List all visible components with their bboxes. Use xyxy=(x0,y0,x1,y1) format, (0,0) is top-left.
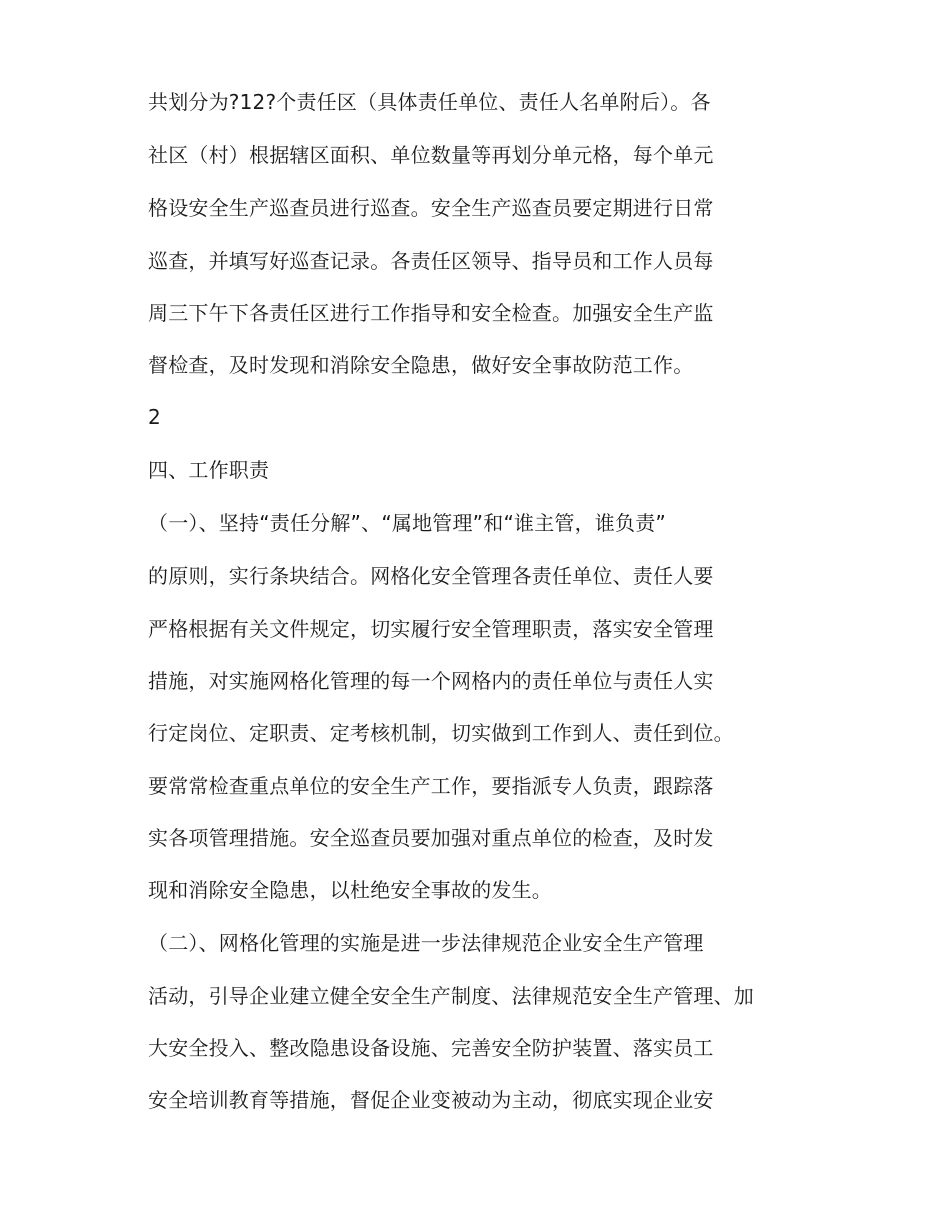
paragraph-line: 行定岗位、定职责、定考核机制，切实做到工作到人、责任到位。 xyxy=(148,721,734,745)
paragraph-line: （一）、坚持“责任分解”、“属地管理”和“谁主管，谁负责” xyxy=(148,511,666,535)
paragraph-line: 督检查，及时发现和消除安全隐患，做好安全事故防范工作。 xyxy=(148,353,694,377)
paragraph-line: 共划分为?12?个责任区（具体责任单位、责任人名单附后）。各 xyxy=(148,90,711,114)
paragraph-line: 严格根据有关文件规定，切实履行安全管理职责，落实安全管理 xyxy=(148,617,714,641)
paragraph-line: 的原则，实行条块结合。网格化安全管理各责任单位、责任人要 xyxy=(148,564,714,588)
paragraph-line: 格设安全生产巡查员进行巡查。安全生产巡查员要定期进行日常 xyxy=(148,196,714,220)
section-heading: 四、工作职责 xyxy=(148,458,270,482)
paragraph-line: 巡查，并填写好巡查记录。各责任区领导、指导员和工作人员每 xyxy=(148,249,714,273)
page-number: 2 xyxy=(148,405,161,429)
paragraph-line: 大安全投入、整改隐患设备设施、完善安全防护装置、落实员工 xyxy=(148,1036,714,1060)
paragraph-line: 安全培训教育等措施，督促企业变被动为主动，彻底实现企业安 xyxy=(148,1088,714,1112)
paragraph-line: 现和消除安全隐患，以杜绝安全事故的发生。 xyxy=(148,878,552,902)
paragraph-line: 实各项管理措施。安全巡查员要加强对重点单位的检查，及时发 xyxy=(148,826,714,850)
paragraph-line: 社区（村）根据辖区面积、单位数量等再划分单元格，每个单元 xyxy=(148,143,714,167)
paragraph-line: 周三下午下各责任区进行工作指导和安全检查。加强安全生产监 xyxy=(148,301,714,325)
paragraph-line: 措施，对实施网格化管理的每一个网格内的责任单位与责任人实 xyxy=(148,669,714,693)
paragraph-line: （二）、网格化管理的实施是进一步法律规范企业安全生产管理 xyxy=(148,931,704,955)
paragraph-line: 活动，引导企业建立健全安全生产制度、法律规范安全生产管理、加 xyxy=(148,984,754,1008)
paragraph-line: 要常常检查重点单位的安全生产工作，要指派专人负责，跟踪落 xyxy=(148,774,714,798)
